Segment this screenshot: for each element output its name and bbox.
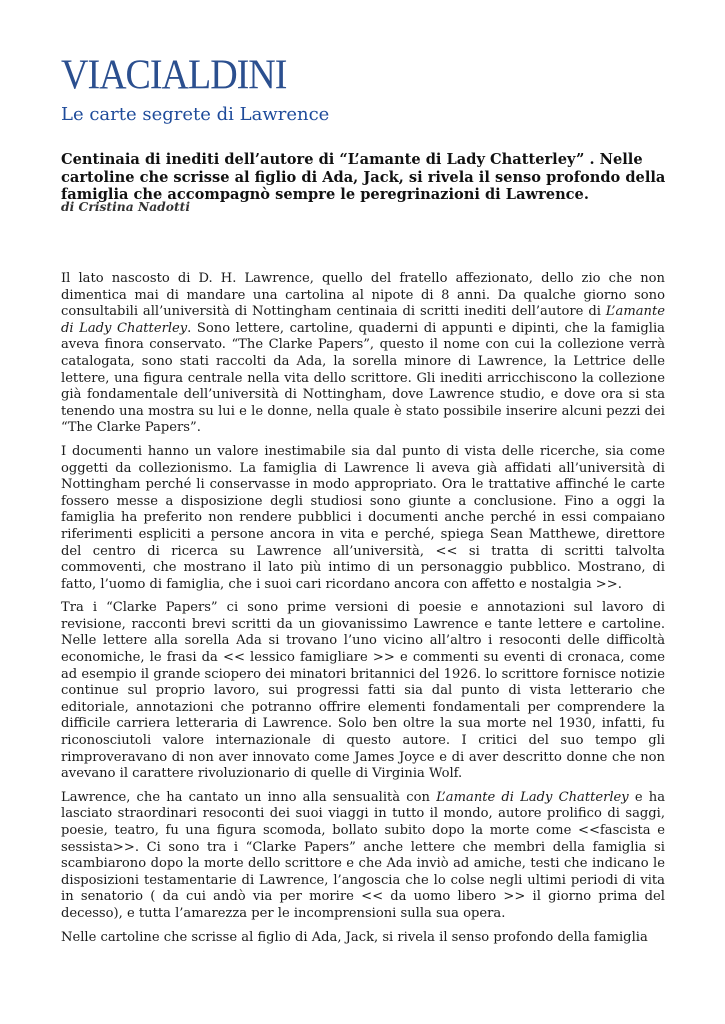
masthead-logo: VIACIALDINI (61, 51, 287, 99)
article-body (61, 271, 665, 953)
paragraph-4-text-a: Lawrence, che ha cantato un inno alla sensualità con (61, 789, 437, 805)
article-subtitle: Centinaia di inediti dell’autore di “L’amante di Lady Chatterley” . Nelle cartoline che scrisse al figlio di Ada, Jack, si rivela il senso profondo della famiglia che accompagnò sempre le peregrinazioni di Lawrence. (61, 151, 666, 203)
paragraph-5: Nelle cartoline che scrisse al figlio di Ada, Jack, si rivela il senso profondo della famiglia (61, 929, 648, 945)
paragraph-4 (61, 790, 665, 923)
book-title-italic: L’amante di Lady Chatterley (436, 789, 629, 805)
paragraph-1-text-b: . Sono lettere, cartoline, quaderni di appunti e dipinti, che la famiglia aveva finora conservato. “The Clarke Papers”, questo il nome con cui la collezione verrà catalogata, sono stati raccolti da Ada, la sorella minore di Lawrence, la Lettrice delle lettere, una figura centrale nella vita dello scrittore. Gli inediti arricchiscono la collezione già fondamentale dell’università di Nottingham, dove Lawrence studio, e dove ora si sta tenendo una mostra su lui e le donne, nella quale è stato possibile inserire alcuni pezzi dei “The Clarke Papers”. (61, 320, 665, 436)
article-byline: di Cristina Nadotti (61, 199, 190, 214)
paragraph-4-text-b: e ha lasciato straordinari resoconti dei suoi viaggi in tutto il mondo, autore prolifico di saggi, poesie, teatro, fu una figura scomoda, bollato subito dopo la morte come <<fascista e sessista>>. Ci sono tra i “Clarke Papers” anche lettere che membri della famiglia si scambiarono dopo la morte dello scrittore e che Ada inviò ad amiche, testi che indicano le disposizioni testamentarie di Lawrence, l’angoscia che lo colse negli ultimi periodi di vita in senatorio ( da cui andò via per morire << da uomo libero >> il giorno prima del decesso), e tutta l’amarezza per le incomprensioni sulla sua opera. (61, 789, 665, 921)
article-headline: Le carte segrete di Lawrence (61, 104, 330, 125)
paragraph-2: I documenti hanno un valore inestimabile sia dal punto di vista delle ricerche, sia come oggetti da collezionismo. La famiglia di Lawrence li aveva già affidati all’università di Nottingham perché li conservasse in modo appropriato. Ora le trattative affinché le carte fossero messe a disposizione degli studiosi sono giunte a conclusione. Fino a oggi la famiglia ha preferito non rendere pubblici i documenti anche perché in essi compaiano riferimenti espliciti a persone ancora in vita e perché, spiega Sean Matthewe, direttore del centro di ricerca su Lawrence all’università, << si tratta di scritti talvolta commoventi, che mostrano il lato più intimo di un personaggio pubblico. Mostrano, di fatto, l’uomo di famiglia, che i suoi cari ricordano ancora con affetto e nostalgia >>. (61, 443, 665, 592)
paragraph-3: Tra i “Clarke Papers” ci sono prime versioni di poesie e annotazioni sul lavoro di revisione, racconti brevi scritti da un giovanissimo Lawrence e tante lettere e cartoline. Nelle lettere alla sorella Ada si trovano l’uno vicino all’altro i resoconti delle difficoltà economiche, le frasi da << lessico famigliare >> e commenti su eventi di cronaca, come ad esempio il grande sciopero dei minatori britannici del 1926. lo scrittore fornisce notizie continue sul proprio lavoro, sui progressi fatti sia dal punto di vista letterario che editoriale, annotazioni che potranno offrire elementi fondamentali per comprendere la difficile carriera letteraria di Lawrence. Solo ben oltre la sua morte nel 1930, infatti, fu riconosciutoli valore internazionale di questo autore. I critici del suo tempo gli rimproveravano di non aver innovato come James Joyce e di aver descritto donne che non avevano il carattere rivoluzionario di quelle di Virginia Wolf. (61, 600, 665, 782)
paragraph-1 (61, 271, 665, 437)
book-title-italic: L’amante di Lady Chatterley (61, 304, 665, 336)
paragraph-1-text-a: Il lato nascosto di D. H. Lawrence, quello del fratello affezionato, dello zio che non dimentica mai di mandare una cartolina al nipote di 8 anni. Da qualche giorno sono consultabili all’università di Nottingham centinaia di scritti inediti dell’autore di (61, 271, 665, 320)
